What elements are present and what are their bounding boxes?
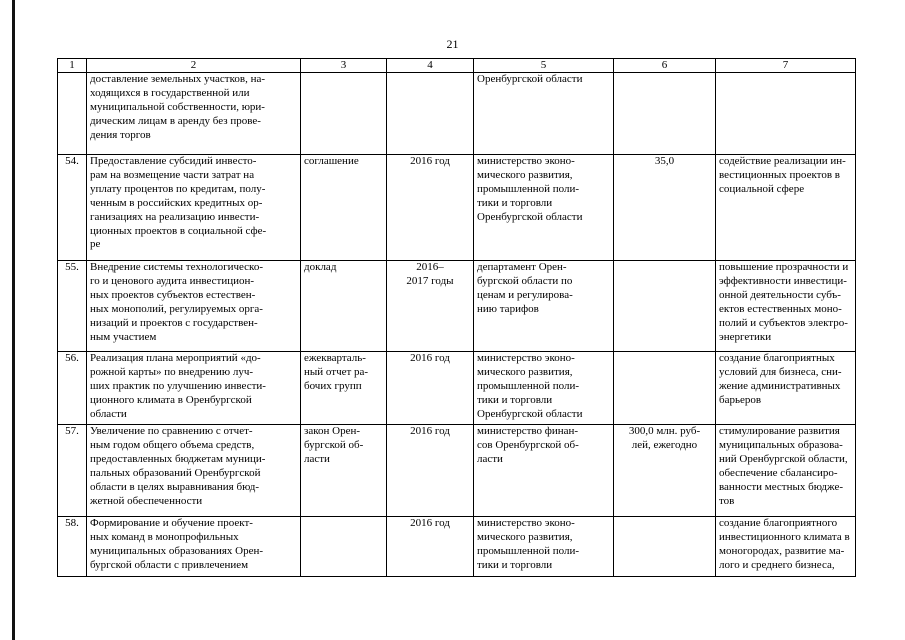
text-line: ценам и регулирова- — [477, 288, 573, 301]
funding-amount — [614, 352, 716, 425]
table-row — [58, 517, 856, 577]
text-line: бургской об- — [304, 438, 364, 451]
text-line: 2016 год — [410, 352, 450, 364]
text-line: промышленной поли- — [477, 544, 580, 557]
text-line: министерство эконо- — [477, 517, 575, 529]
row-number: 54. — [58, 155, 87, 261]
text-line: тики и торговли — [477, 393, 553, 406]
text-line: закон Орен- — [304, 425, 361, 437]
text-line: муниципальных образованиях Орен- — [90, 544, 264, 557]
completion-form — [301, 352, 387, 425]
text-line: Увеличение по сравнению с отчет- — [90, 425, 253, 437]
column-number: 5 — [474, 59, 614, 73]
text-line: доклад — [304, 261, 337, 273]
funding-amount — [614, 73, 716, 155]
row-number: 56. — [58, 352, 87, 425]
text-line: министерство эконо- — [477, 155, 575, 167]
expected-result — [716, 352, 856, 425]
text-line: 2017 годы — [406, 274, 454, 287]
text-line: лей, ежегодно — [631, 438, 698, 451]
text-line: вестиционных проектов в — [719, 168, 840, 181]
completion-form — [301, 261, 387, 352]
expected-result — [716, 73, 856, 155]
text-line: 2016 год — [410, 155, 450, 167]
left-margin-bar — [12, 0, 15, 640]
text-line: жение административных — [719, 379, 841, 392]
text-line: области в целях выравнивания бюд- — [90, 480, 259, 493]
row-number: 55. — [58, 261, 87, 352]
text-line: создание благоприятного — [719, 517, 838, 529]
deadline — [387, 155, 474, 261]
funding-amount — [614, 155, 716, 261]
deadline — [387, 425, 474, 517]
funding-amount — [614, 425, 716, 517]
text-line: ных монополий, регулируемых орга- — [90, 302, 263, 315]
text-line: мического развития, — [477, 530, 573, 543]
text-line: бургской области по — [477, 274, 573, 287]
text-line: социальной сфере — [719, 182, 805, 195]
text-line: мического развития, — [477, 365, 573, 378]
completion-form — [301, 425, 387, 517]
text-line: ходящихся в государственной или — [90, 86, 250, 99]
text-line: Внедрение системы технологическо- — [90, 261, 263, 273]
text-line: рожной карты» по внедрению луч- — [90, 365, 254, 378]
text-line: ектов естественных моно- — [719, 302, 842, 315]
text-line: низаций и проектов с государствен- — [90, 316, 258, 329]
text-line: бочих групп — [304, 379, 362, 392]
text-line: Оренбургской области — [477, 210, 583, 223]
text-line: пальных образований Оренбургской — [90, 466, 261, 479]
text-line: 2016 год — [410, 425, 450, 437]
completion-form — [301, 155, 387, 261]
text-line: дическим лицам в аренду без прове- — [90, 114, 261, 127]
text-line: 35,0 — [654, 155, 675, 167]
text-line: содействие реализации ин- — [719, 155, 846, 167]
expected-result — [716, 425, 856, 517]
row-number — [58, 73, 87, 155]
text-line: соглашение — [304, 155, 359, 167]
column-number-row — [58, 59, 856, 73]
funding-amount — [614, 517, 716, 577]
measure-text — [87, 425, 301, 517]
column-number: 4 — [387, 59, 474, 73]
text-line: ганизациях на реализацию инвести- — [90, 210, 260, 223]
deadline — [387, 517, 474, 577]
text-line: обеспечение сбалансиро- — [719, 466, 838, 479]
measure-text — [87, 352, 301, 425]
table-row — [58, 73, 856, 155]
text-line: предоставленных бюджетам муници- — [90, 452, 266, 465]
text-line: Формирование и обучение проект- — [90, 517, 253, 529]
text-line: ционного климата в Оренбургской — [90, 393, 252, 406]
responsible-executor — [474, 425, 614, 517]
text-line: жетной обеспеченности — [90, 494, 203, 507]
responsible-executor — [474, 73, 614, 155]
row-number: 57. — [58, 425, 87, 517]
text-line: промышленной поли- — [477, 379, 580, 392]
completion-form — [301, 73, 387, 155]
deadline — [387, 261, 474, 352]
text-line: муниципальных образова- — [719, 438, 843, 451]
text-line: онной деятельности субъ- — [719, 288, 841, 301]
text-line: доставление земельных участков, на- — [90, 73, 266, 85]
table-row — [58, 425, 856, 517]
expected-result — [716, 155, 856, 261]
row-number: 58. — [58, 517, 87, 577]
text-line: инвестиционного климата в — [719, 530, 850, 543]
text-line: мического развития, — [477, 168, 573, 181]
text-line: министерство эконо- — [477, 352, 575, 364]
text-line: уплату процентов по кредитам, полу- — [90, 182, 266, 195]
text-line: полий и субъектов электро- — [719, 316, 848, 329]
text-line: Предоставление субсидий инвесто- — [90, 155, 257, 167]
responsible-executor — [474, 261, 614, 352]
column-number: 6 — [614, 59, 716, 73]
text-line: условий для бизнеса, сни- — [719, 365, 842, 378]
text-line: повышение прозрачности и — [719, 261, 849, 273]
text-line: дения торгов — [90, 128, 151, 141]
text-line: ных проектов субъектов естествен- — [90, 288, 256, 301]
measure-text — [87, 73, 301, 155]
responsible-executor — [474, 155, 614, 261]
text-line: ным участием — [90, 330, 157, 343]
page-number: 21 — [446, 37, 459, 51]
text-line: тики и торговли — [477, 196, 553, 209]
text-line: ванности местных бюдже- — [719, 480, 843, 493]
text-line: тики и торговли — [477, 558, 553, 571]
text-line: стимулирование развития — [719, 425, 840, 437]
text-line: ших практик по улучшению инвести- — [90, 379, 266, 392]
text-line: ционных проектов в социальной сфе- — [90, 224, 267, 237]
text-line: муниципальной собственности, юри- — [90, 100, 265, 113]
measure-text — [87, 155, 301, 261]
text-line: промышленной поли- — [477, 182, 580, 195]
text-line: ным годом общего объема средств, — [90, 438, 255, 451]
responsible-executor — [474, 352, 614, 425]
text-line: ласти — [304, 452, 330, 465]
text-line: 300,0 млн. руб- — [628, 425, 701, 437]
text-line: 2016 год — [410, 517, 450, 529]
column-number: 1 — [58, 59, 87, 73]
measure-text — [87, 517, 301, 577]
funding-amount — [614, 261, 716, 352]
text-line: энергетики — [719, 330, 772, 343]
deadline — [387, 352, 474, 425]
table-row — [58, 155, 856, 261]
text-line: ченным в российских кредитных ор- — [90, 196, 263, 209]
completion-form — [301, 517, 387, 577]
table-row — [58, 261, 856, 352]
text-line: ежекварталь- — [304, 352, 366, 364]
expected-result — [716, 261, 856, 352]
text-line: нию тарифов — [477, 302, 539, 315]
text-line: барьеров — [719, 393, 762, 406]
text-line: го и ценового аудита инвестицион- — [90, 274, 255, 287]
text-line: рам на возмещение части затрат на — [90, 168, 255, 181]
text-line: ласти — [477, 452, 503, 465]
text-line: Оренбургской области — [477, 407, 583, 420]
text-line: лого и среднего бизнеса, — [719, 558, 835, 571]
text-line: моногородах, развитие ма- — [719, 544, 845, 557]
text-line: бургской области с привлечением — [90, 558, 249, 571]
text-line: области — [90, 407, 127, 420]
column-number: 3 — [301, 59, 387, 73]
column-number: 2 — [87, 59, 301, 73]
measure-text — [87, 261, 301, 352]
text-line: 2016– — [416, 261, 444, 273]
text-line: тов — [719, 494, 735, 507]
text-line: ре — [90, 238, 101, 251]
text-line: ных команд в монопрофильных — [90, 530, 239, 543]
text-line: ный отчет ра- — [304, 365, 369, 378]
measures-table — [57, 58, 856, 577]
text-line: создание благоприятных — [719, 352, 835, 364]
deadline — [387, 73, 474, 155]
expected-result — [716, 517, 856, 577]
responsible-executor — [474, 517, 614, 577]
text-line: Реализация плана мероприятий «до- — [90, 352, 261, 364]
text-line: Оренбургской области — [477, 73, 583, 85]
text-line: департамент Орен- — [477, 261, 567, 273]
text-line: эффективности инвестици- — [719, 274, 847, 287]
text-line: министерство финан- — [477, 425, 579, 437]
text-line: ний Оренбургской области, — [719, 452, 848, 465]
column-number: 7 — [716, 59, 856, 73]
table-row — [58, 352, 856, 425]
text-line: сов Оренбургской об- — [477, 438, 579, 451]
